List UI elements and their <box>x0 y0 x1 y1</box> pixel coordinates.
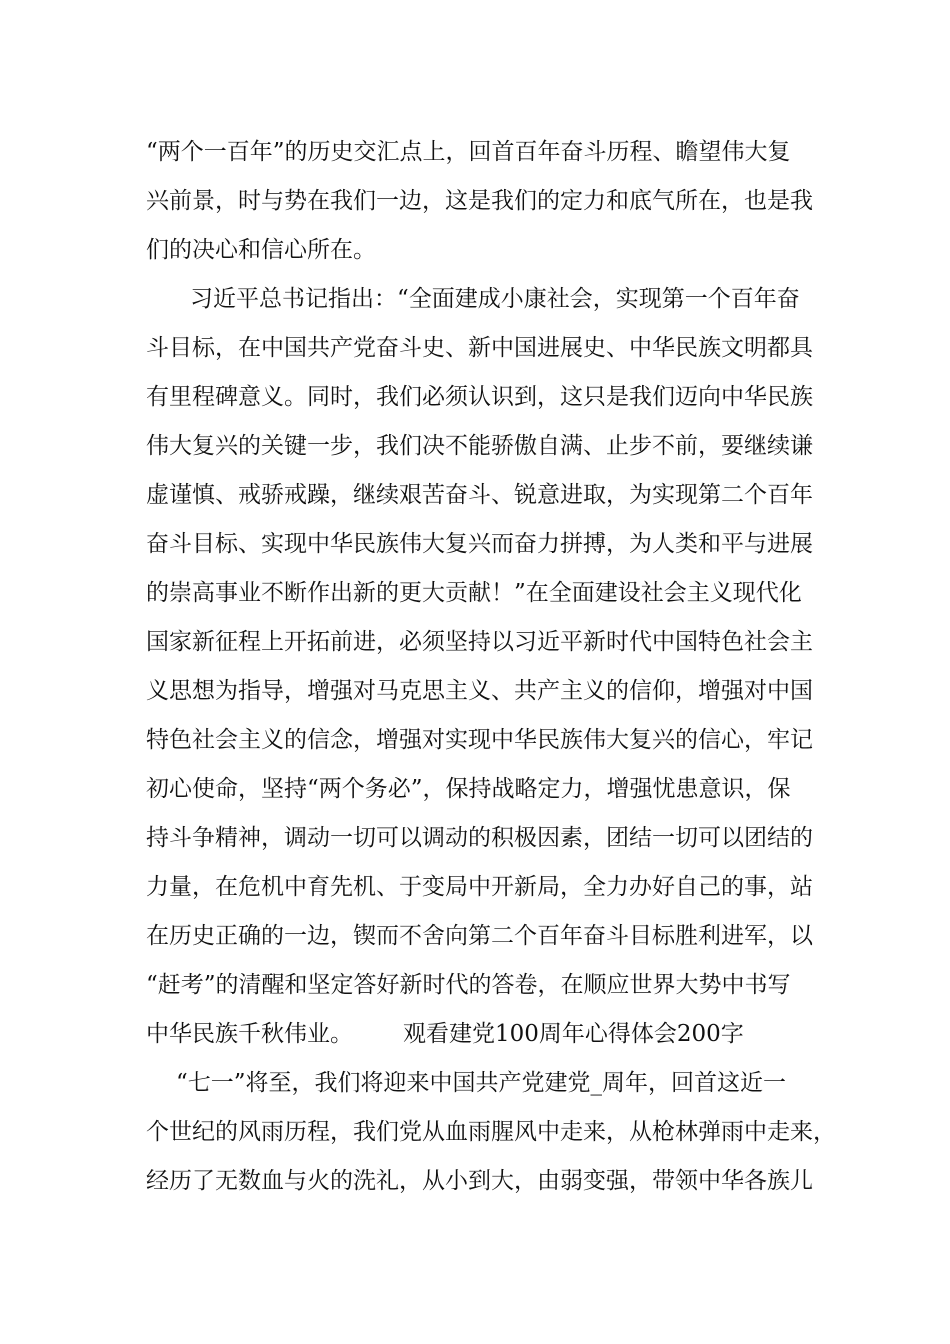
paragraph-line: 义思想为指导，增强对马克思主义、共产主义的信仰，增强对中国 <box>146 678 813 704</box>
paragraph-line: 国家新征程上开拓前进，必须坚持以习近平新时代中国特色社会主 <box>146 629 813 655</box>
paragraph-line: 兴前景，时与势在我们一边，这是我们的定力和底气所在，也是我 <box>146 188 813 214</box>
section-heading: 观看建党100周年心得体会200字 <box>403 1021 744 1047</box>
paragraph-line: “赶考”的清醒和坚定答好新时代的答卷，在顺应世界大势中书写 <box>146 972 791 998</box>
paragraph-line: “两个一百年”的历史交汇点上，回首百年奋斗历程、瞻望伟大复 <box>146 139 791 165</box>
paragraph-line: 个世纪的风雨历程，我们党从血雨腥风中走来，从枪林弹雨中走来， <box>146 1119 836 1145</box>
paragraph-line: 的崇高事业不断作出新的更大贡献！”在全面建设社会主义现代化 <box>146 580 802 606</box>
paragraph-line: 初心使命，坚持“两个务必”，保持战略定力，增强忧患意识，保 <box>146 776 791 802</box>
paragraph-line: 伟大复兴的关键一步，我们决不能骄傲自满、止步不前，要继续谦 <box>146 433 813 459</box>
paragraph-line: 们的决心和信心所在。 <box>146 237 376 263</box>
paragraph-line: “七一”将至，我们将迎来中国共产党建党_周年，回首这近一 <box>176 1070 787 1096</box>
closing-text: 中华民族千秋伟业。 <box>146 1021 353 1047</box>
paragraph-line: 斗目标，在中国共产党奋斗史、新中国进展史、中华民族文明都具 <box>146 335 813 361</box>
closing-line <box>146 1018 826 1050</box>
paragraph-line: 力量，在危机中育先机、于变局中开新局，全力办好自己的事，站 <box>146 874 813 900</box>
paragraph-line: 经历了无数血与火的洗礼，从小到大，由弱变强，带领中华各族儿 <box>146 1168 813 1194</box>
paragraph-line: 持斗争精神，调动一切可以调动的积极因素，团结一切可以团结的 <box>146 825 813 851</box>
paragraph-line: 习近平总书记指出：“全面建成小康社会，实现第一个百年奋 <box>190 286 800 312</box>
paragraph-line: 有里程碑意义。同时，我们必须认识到，这只是我们迈向中华民族 <box>146 384 813 410</box>
paragraph-line: 特色社会主义的信念，增强对实现中华民族伟大复兴的信心，牢记 <box>146 727 813 753</box>
paragraph-line: 虚谨慎、戒骄戒躁，继续艰苦奋斗、锐意进取，为实现第二个百年 <box>146 482 813 508</box>
paragraph-line: 在历史正确的一边，锲而不舍向第二个百年奋斗目标胜利进军，以 <box>146 923 813 949</box>
paragraph-line: 奋斗目标、实现中华民族伟大复兴而奋力拼搏，为人类和平与进展 <box>146 531 813 557</box>
